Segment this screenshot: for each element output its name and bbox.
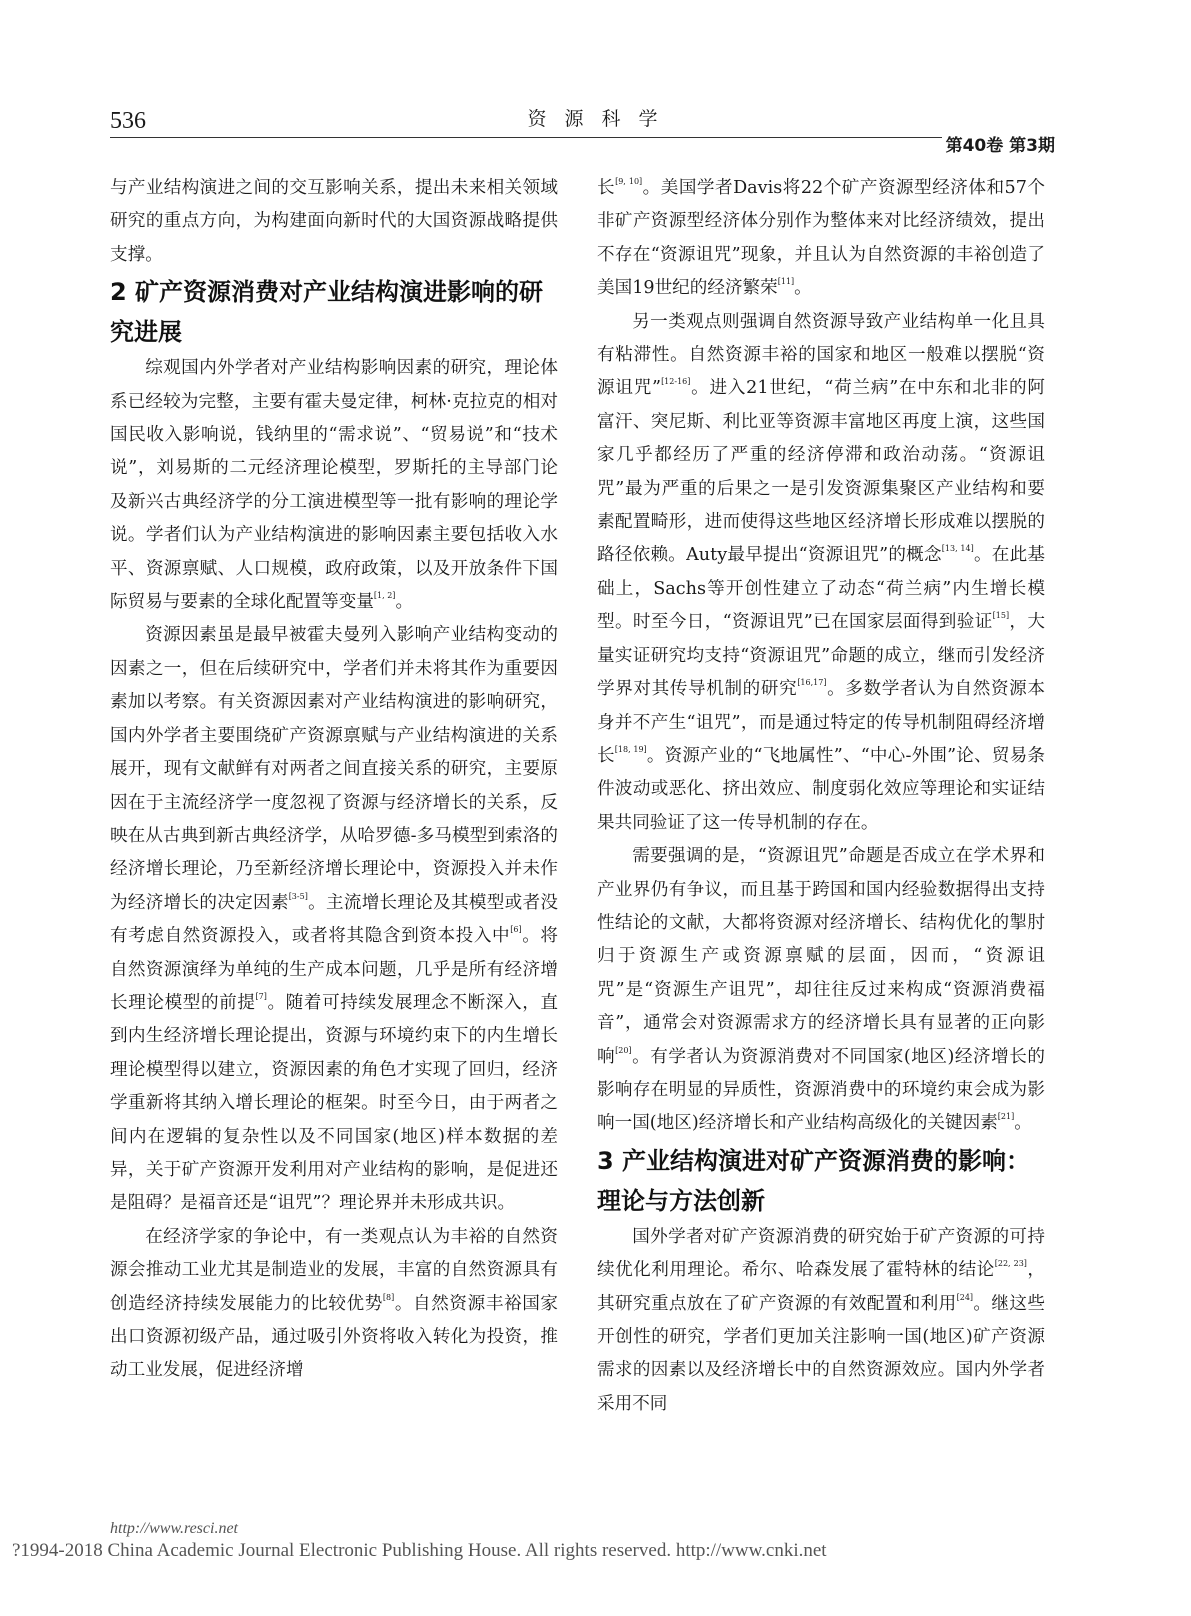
section-3-heading: 3 产业结构演进对矿产资源消费的影响：理论与方法创新 bbox=[597, 1146, 1031, 1215]
citation[interactable]: [18, 19] bbox=[614, 744, 647, 754]
citation[interactable]: [8] bbox=[382, 1292, 395, 1302]
paragraph: 资源因素虽是最早被霍夫曼列入影响产业结构变动的因素之一，但在后续研究中，学者们并未将其作为重要因素加以考察。有关资源因素对产业结构演进的影响研究，国内外学者主要围绕矿产资源禀赋与产业结构演进的关系展开，现有文献鲜有对两者之间直接关系的研究，主要原因在于主流经济学一度忽视了资源与经济增长的关系，反映在从古典到新古典经济学，从哈罗德-多马模型到索洛的经济增长理论，乃至新经济增长理论中，资源投入并未作为经济增长的决定因素[3-5]。主流增长理论及其模型或者没有考虑自然资源投入，或者将其隐含到资本投入中[6]。将自然资源演绎为单纯的生产成本问题，几乎是所有经济增长理论模型的前提[7]。随着可持续发展理念不断深入，直到内生经济增长理论提出，资源与环境约束下的内生增长理论模型得以建立，资源因素的角色才实现了回归，经济学重新将其纳入增长理论的框架。时至今日，由于两者之间内在逻辑的复杂性以及不同国家(地区)样本数据的差异，关于矿产资源开发利用对产业结构的影响，是促进还是阻碍？是福音还是“诅咒”？理论界并未形成共识。 bbox=[110, 625, 558, 1214]
citation[interactable]: [13, 14] bbox=[941, 544, 974, 554]
journal-title: 资 源 科 学 bbox=[527, 108, 664, 130]
page-number: 536 bbox=[110, 108, 146, 134]
copyright-notice: ?1994-2018 China Academic Journal Electronic Publishing House. All rights reserved. http://www.cnki.net bbox=[12, 1540, 827, 1561]
paragraph: 长[9, 10]。美国学者Davis将22个矿产资源型经济体和57个非矿产资源型经济体分别作为整体来对比经济绩效，提出不存在“资源诅咒”现象，并且认为自然资源的丰裕创造了美国19世纪的经济繁荣[11]。 bbox=[597, 177, 1045, 299]
section-2-heading: 2 矿产资源消费对产业结构演进影响的研究进展 bbox=[110, 278, 544, 347]
citation[interactable]: [9, 10] bbox=[615, 177, 643, 186]
citation[interactable]: [24] bbox=[956, 1292, 974, 1302]
paragraph: 在经济学家的争论中，有一类观点认为丰裕的自然资源会推动工业尤其是制造业的发展，丰富的自然资源具有创造经济持续发展能力的比较优势[8]。自然资源丰裕国家出口资源初级产品，通过吸引外资将收入转化为投资，推动工业发展，促进经济增 bbox=[110, 1226, 558, 1381]
citation[interactable]: [16,17] bbox=[797, 678, 827, 688]
paragraph: 另一类观点则强调自然资源导致产业结构单一化且具有粘滞性。自然资源丰裕的国家和地区一般难以摆脱“资源诅咒”[12-16]。进入21世纪，“荷兰病”在中东和北非的阿富汗、突尼斯、利比亚等资源丰富地区再度上演，这些国家几乎都经历了严重的经济停滞和政治动荡。“资源诅咒”最为严重的后果之一是引发资源集聚区产业结构和要素配置畸形，进而使得这些地区经济增长形成难以摆脱的路径依赖。Auty最早提出“资源诅咒”的概念[13, 14]。在此基础上，Sachs等开创性建立了动态“荷兰病”内生增长模型。时至今日，“资源诅咒”已在国家层面得到验证[15]，大量实证研究均支持“资源诅咒”命题的成立，继而引发经济学界对其传导机制的研究[16,17]。多数学者认为自然资源本身并不产生“诅咒”，而是通过特定的传导机制阻碍经济增长[18, 19]。资源产业的“飞地属性”、“中心-外围”论、贸易条件波动或恶化、挤出效应、制度弱化效应等理论和实证结果共同验证了这一传导机制的存在。 bbox=[597, 311, 1045, 833]
citation[interactable]: [20] bbox=[615, 1045, 632, 1055]
intro-paragraph: 与产业结构演进之间的交互影响关系，提出未来相关领域研究的重点方向，为构建面向新时代的大国资源战略提供支撑。 bbox=[110, 178, 558, 265]
citation[interactable]: [7] bbox=[255, 991, 267, 1001]
header-rule bbox=[110, 137, 1055, 138]
citation[interactable]: [12-16] bbox=[661, 377, 691, 387]
paragraph: 国外学者对矿产资源消费的研究始于矿产资源的可持续优化利用理论。希尔、哈森发展了霍特林的结论[22, 23]，其研究重点放在了矿产资源的有效配置和利用[24]。继这些开创性的研究，学者们更加关注影响一国(地区)矿产资源需求的因素以及经济增长中的自然资源效应。国内外学者采用不同 bbox=[597, 1226, 1045, 1414]
issue-label: 第40卷 第3期 bbox=[942, 131, 1055, 156]
citation[interactable]: [3-5] bbox=[288, 891, 308, 901]
citation[interactable]: [21] bbox=[997, 1112, 1015, 1122]
right-column bbox=[597, 172, 1045, 1421]
paragraph: 综观国内外学者对产业结构影响因素的研究，理论体系已经较为完整，主要有霍夫曼定律，柯林·克拉克的相对国民收入影响说，钱纳里的“需求说”、“贸易说”和“技术说”，刘易斯的二元经济理论模型，罗斯托的主导部门论及新兴古典经济学的分工演进模型等一批有影响的理论学说。学者们认为产业结构演进的影响因素主要包括收入水平、资源禀赋、人口规模，政府政策，以及开放条件下国际贸易与要素的全球化配置等变量[1, 2]。 bbox=[110, 358, 558, 613]
left-column bbox=[110, 172, 558, 1388]
citation[interactable]: [11] bbox=[777, 277, 795, 287]
citation[interactable]: [15] bbox=[992, 611, 1010, 621]
paragraph: 需要强调的是，“资源诅咒”命题是否成立在学术界和产业界仍有争议，而且基于跨国和国内经验数据得出支持性结论的文献，大都将资源对经济增长、结构优化的掣肘归于资源生产或资源禀赋的层面，因而，“资源诅咒”是“资源生产诅咒”，却往往反过来构成“资源消费福音”，通常会对资源需求方的经济增长具有显著的正向影响[20]。有学者认为资源消费对不同国家(地区)经济增长的影响存在明显的异质性，资源消费中的环境约束会成为影响一国(地区)经济增长和产业结构高级化的关键因素[21]。 bbox=[597, 846, 1045, 1134]
citation[interactable]: [22, 23] bbox=[994, 1259, 1027, 1269]
journal-url[interactable]: http://www.resci.net bbox=[110, 1520, 238, 1537]
citation[interactable]: [1, 2] bbox=[373, 591, 396, 601]
citation[interactable]: [6] bbox=[510, 925, 522, 935]
